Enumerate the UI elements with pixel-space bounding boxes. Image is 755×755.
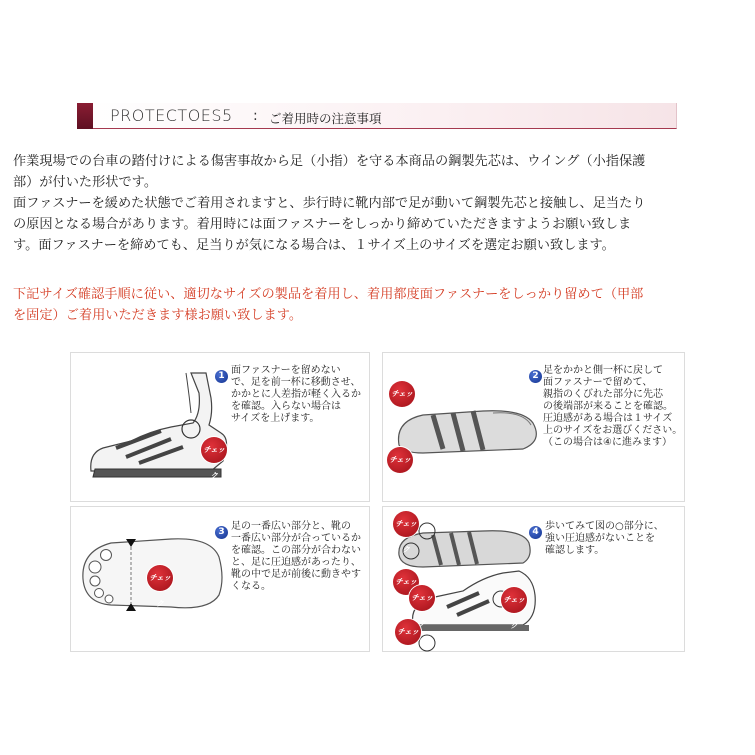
step-text: くなる。	[231, 581, 271, 592]
warning-line: 下記サイズ確認手順に従い、適切なサイズの製品を着用し、着用都度面ファスナーをしっかり留めて（甲部	[13, 287, 644, 302]
brand-title: PROTECTOES5	[110, 106, 233, 125]
step-text: 圧迫感がある場合は１サイズ	[543, 413, 673, 424]
check-badge: チェック	[201, 437, 227, 463]
warning-line: を固定）ご着用いただきます様お願い致します。	[13, 308, 303, 323]
check-badge: チェック	[389, 381, 415, 407]
step-panel-4	[382, 506, 685, 662]
header-separator: :	[253, 108, 258, 124]
check-badge: チェック	[409, 585, 435, 611]
paragraph-line: 部）が付いた形状です。	[13, 175, 158, 190]
step-text: 足の一番広い部分と、靴の	[231, 521, 351, 532]
step-text: を確認。入らない場合は	[231, 401, 341, 412]
step-text: で、足を前一杯に移動させ、	[231, 377, 361, 388]
step-text: 靴の中で足が前後に動きやす	[231, 569, 361, 580]
step-number-4: 4	[529, 519, 544, 539]
step-text: かかとに人差指が軽く入るか	[231, 389, 361, 400]
step-text: 確認します。	[545, 545, 605, 556]
step-text: を確認。この部分が合わない	[231, 545, 361, 556]
step-text: 一番広い部分が合っているか	[231, 533, 361, 544]
step-panel-1	[70, 352, 370, 502]
check-badge: チェック	[393, 511, 419, 537]
step-text: （この場合は④に進みます）	[543, 437, 672, 448]
step-number-1: 1	[215, 363, 230, 383]
header-subtitle: ご着用時の注意事項	[269, 111, 382, 126]
step-number-2: 2	[529, 363, 544, 383]
step-panel-2	[382, 352, 685, 502]
step-text: の後端部が来ることを確認。	[543, 401, 673, 412]
step-text: サイズを上げます。	[231, 413, 320, 424]
step-text: 強い圧迫感がないことを	[545, 533, 655, 544]
paragraph-line: の原因となる場合があります。着用時には面ファスナーをしっかり締めていただきますようお願い致しま	[13, 217, 632, 232]
paragraph-line: 作業現場での台車の踏付けによる傷害事故から足（小指）を守る本商品の鋼製先芯は、ウイング（小指保護	[13, 154, 646, 169]
check-badge: チェック	[147, 565, 173, 591]
check-badge: チェック	[393, 569, 419, 595]
check-badge: チェック	[395, 619, 421, 645]
step-text: 歩いてみて図の○部分に、	[545, 521, 664, 532]
step-text: と、足に圧迫感があったり、	[231, 557, 361, 568]
step-text: 足をかかと側一杯に戻して	[543, 365, 663, 376]
section-header	[77, 103, 677, 129]
step-text: 上のサイズをお選びください。	[543, 425, 683, 436]
step-text: 親指のくびれた部分に先芯	[543, 389, 663, 400]
step-text: 面ファスナーで留めて、	[543, 377, 653, 388]
step-number-3: 3	[215, 519, 230, 539]
step-panel-3	[70, 506, 370, 652]
paragraph-line: す。面ファスナーを締めても、足当りが気になる場合は、１サイズ上のサイズを選定お願い致します。	[13, 238, 615, 253]
step-text: 面ファスナーを留めない	[231, 365, 341, 376]
paragraph-line: 面ファスナーを緩めた状態でご着用されますと、歩行時に靴内部で足が動いて鋼製先芯と接触し、足当たり	[13, 196, 646, 211]
header-accent-bar	[77, 103, 93, 129]
check-badge: チェック	[501, 587, 527, 613]
check-badge: チェック	[387, 447, 413, 473]
